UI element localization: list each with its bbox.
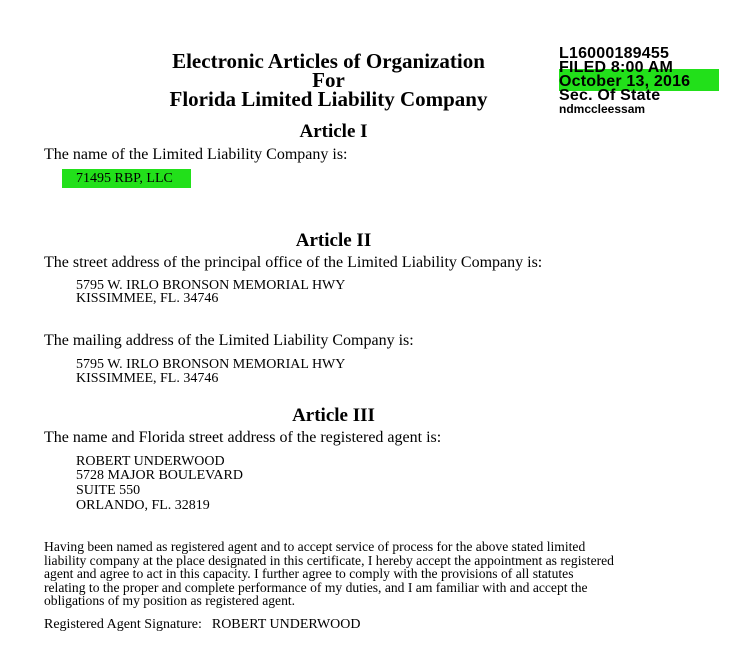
company-name: 71495 RBP, LLC [76,171,173,186]
document-title-line2: For [312,68,345,92]
mailing-address-line1: 5795 W. IRLO BRONSON MEMORIAL HWY [76,357,346,372]
acceptance-line3: agent and agree to act in this capacity. I further agree to comply with the provisions of all statutes [44,566,574,582]
agent-signature [44,618,361,632]
acceptance-line1: Having been named as registered agent and to accept service of process for the above stated limited [44,539,586,554]
agent-address-line3: ORLANDO, FL. 32819 [76,498,210,513]
filing-office: Sec. Of State [559,87,661,104]
filing-stamp [559,47,690,116]
agent-name: ROBERT UNDERWOOD [76,454,225,469]
agent-acceptance-paragraph [44,540,719,608]
article-2-heading: Article II [295,230,372,251]
document-title-line3: Florida Limited Liability Company [169,87,488,111]
filed-time: FILED 8:00 AM [559,59,674,76]
filing-user: ndmccleessam [559,102,646,116]
company-name-prompt: The name of the Limited Liability Company is: [44,146,348,163]
acceptance-line2: liability company at the place designated in this certificate, I hereby accept the appointment as registered [44,552,614,568]
signature-label: Registered Agent Signature: [44,617,202,632]
principal-address-line2: KISSIMMEE, FL. 34746 [76,291,219,306]
agent-address-line2: SUITE 550 [76,483,141,498]
acceptance-line5: obligations of my position as registered agent. [44,593,296,609]
acceptance-line4: relating to the proper and complete performance of my duties, and I am familiar with and accept the [44,579,588,595]
registered-agent-prompt: The name and Florida street address of the registered agent is: [44,429,442,446]
signature-value: ROBERT UNDERWOOD [211,617,361,632]
agent-address-line1: 5728 MAJOR BOULEVARD [76,468,243,483]
document-title-line1: Electronic Articles of Organization [172,49,485,73]
article-3-heading: Article III [292,405,375,426]
article-1-heading: Article I [299,121,368,142]
mailing-address-line2: KISSIMMEE, FL. 34746 [76,371,219,386]
document-number: L16000189455 [559,45,670,62]
principal-address-line1: 5795 W. IRLO BRONSON MEMORIAL HWY [76,278,346,293]
principal-address-prompt: The street address of the principal office of the Limited Liability Company is: [44,254,543,271]
mailing-address-prompt: The mailing address of the Limited Liability Company is: [44,332,414,349]
filed-date: October 13, 2016 [559,73,691,90]
